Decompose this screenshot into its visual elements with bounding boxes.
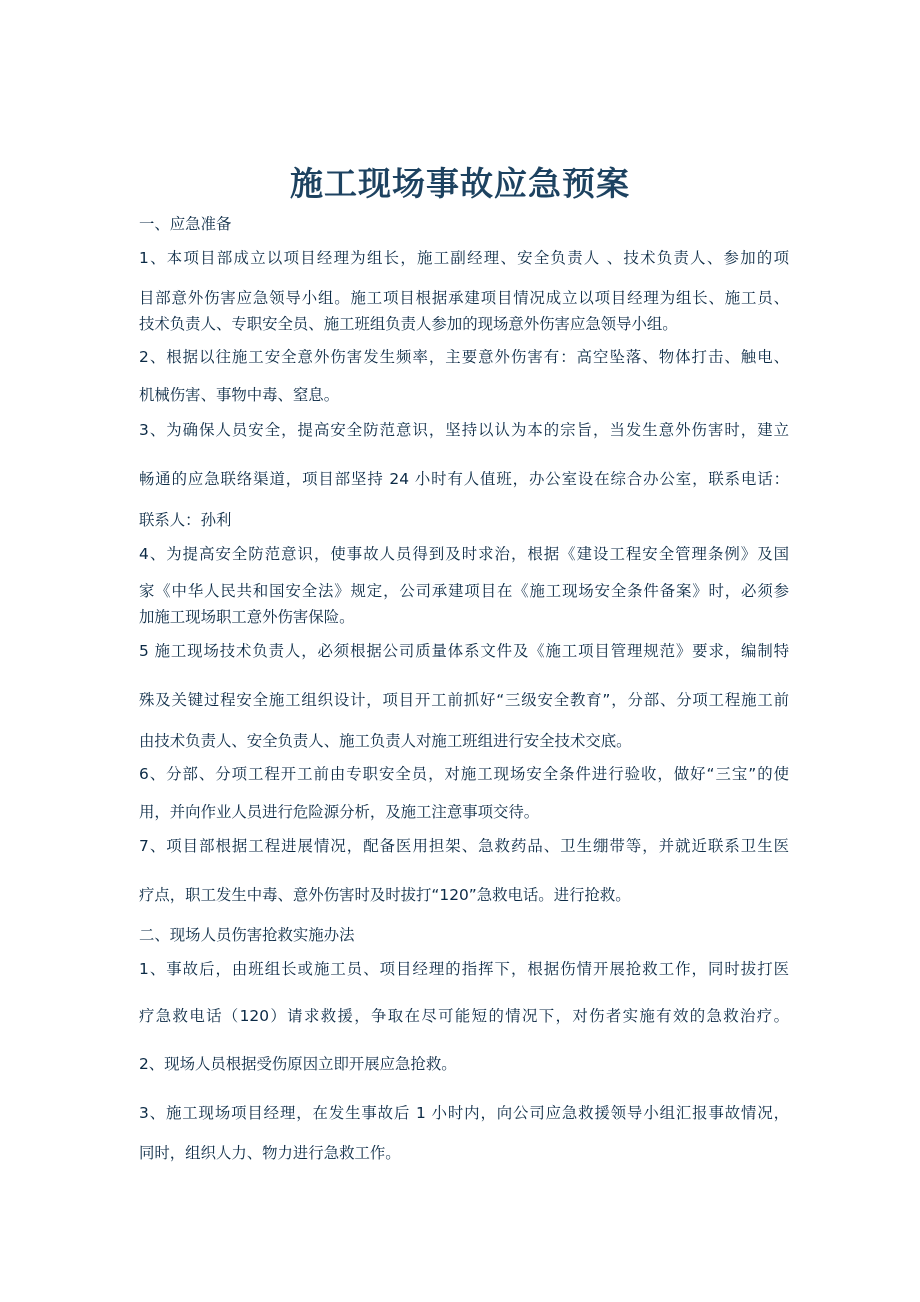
paragraph-line: 疗点，职工发生中毒、意外伤害时及时拔打“120”急救电话。进行抢救。	[139, 886, 631, 904]
paragraph-line: 殊及关键过程安全施工组织设计，项目开工前抓好“三级安全教育”，分部、分项工程施工前	[139, 691, 789, 709]
paragraph-line: 疗急救电话（120）请求救援，争取在尽可能短的情况下，对伤者实施有效的急救治疗。	[139, 1007, 789, 1025]
paragraph-line: 畅通的应急联络渠道，项目部坚持 24 小时有人值班，办公室设在综合办公室，联系电话：	[139, 470, 789, 488]
document-title: 施工现场事故应急预案	[290, 164, 630, 203]
paragraph-line: 用，并向作业人员进行危险源分析，及施工注意事项交待。	[139, 803, 540, 821]
section-heading: 一、应急准备	[139, 215, 232, 233]
paragraph-line: 机械伤害、事物中毒、窒息。	[139, 386, 340, 404]
paragraph-line: 1、事故后，由班组长或施工员、项目经理的指挥下，根据伤情开展抢救工作，同时拔打医	[139, 960, 789, 978]
paragraph-line: 加施工现场职工意外伤害保险。	[139, 608, 355, 626]
paragraph-line: 3、施工现场项目经理，在发生事故后 1 小时内，向公司应急救援领导小组汇报事故情况，	[139, 1104, 789, 1122]
paragraph-line: 1、本项目部成立以项目经理为组长，施工副经理、安全负责人 、技术负责人、参加的项	[139, 249, 789, 267]
paragraph-line: 2、现场人员根据受伤原因立即开展应急抢救。	[139, 1055, 457, 1073]
paragraph-line: 5 施工现场技术负责人，必须根据公司质量体系文件及《施工项目管理规范》要求，编制特	[139, 642, 789, 660]
paragraph-line: 4、为提高安全防范意识，使事故人员得到及时求治，根据《建设工程安全管理条例》及国	[139, 545, 789, 563]
section-heading: 二、现场人员伤害抢救实施办法	[139, 926, 355, 944]
paragraph-line: 家《中华人民共和国安全法》规定，公司承建项目在《施工现场安全条件备案》时，必须参	[139, 582, 789, 600]
paragraph-line: 由技术负责人、安全负责人、施工负责人对施工班组进行安全技术交底。	[139, 732, 632, 750]
paragraph-line: 2、根据以往施工安全意外伤害发生频率，主要意外伤害有：高空坠落、物体打击、触电、	[139, 348, 789, 366]
paragraph-line: 技术负责人、专职安全员、施工班组负责人参加的现场意外伤害应急领导小组。	[139, 315, 678, 333]
paragraph-line: 目部意外伤害应急领导小组。施工项目根据承建项目情况成立以项目经理为组长、施工员、	[139, 289, 789, 307]
paragraph-line: 3、为确保人员安全，提高安全防范意识，坚持以认为本的宗旨，当发生意外伤害时，建立	[139, 421, 789, 439]
paragraph-line: 同时，组织人力、物力进行急救工作。	[139, 1144, 401, 1162]
paragraph-line: 联系人：孙利	[139, 511, 232, 529]
paragraph-line: 7、项目部根据工程进展情况，配备医用担架、急救药品、卫生绷带等，并就近联系卫生医	[139, 837, 789, 855]
paragraph-line: 6、分部、分项工程开工前由专职安全员，对施工现场安全条件进行验收，做好“三宝”的使	[139, 765, 789, 783]
